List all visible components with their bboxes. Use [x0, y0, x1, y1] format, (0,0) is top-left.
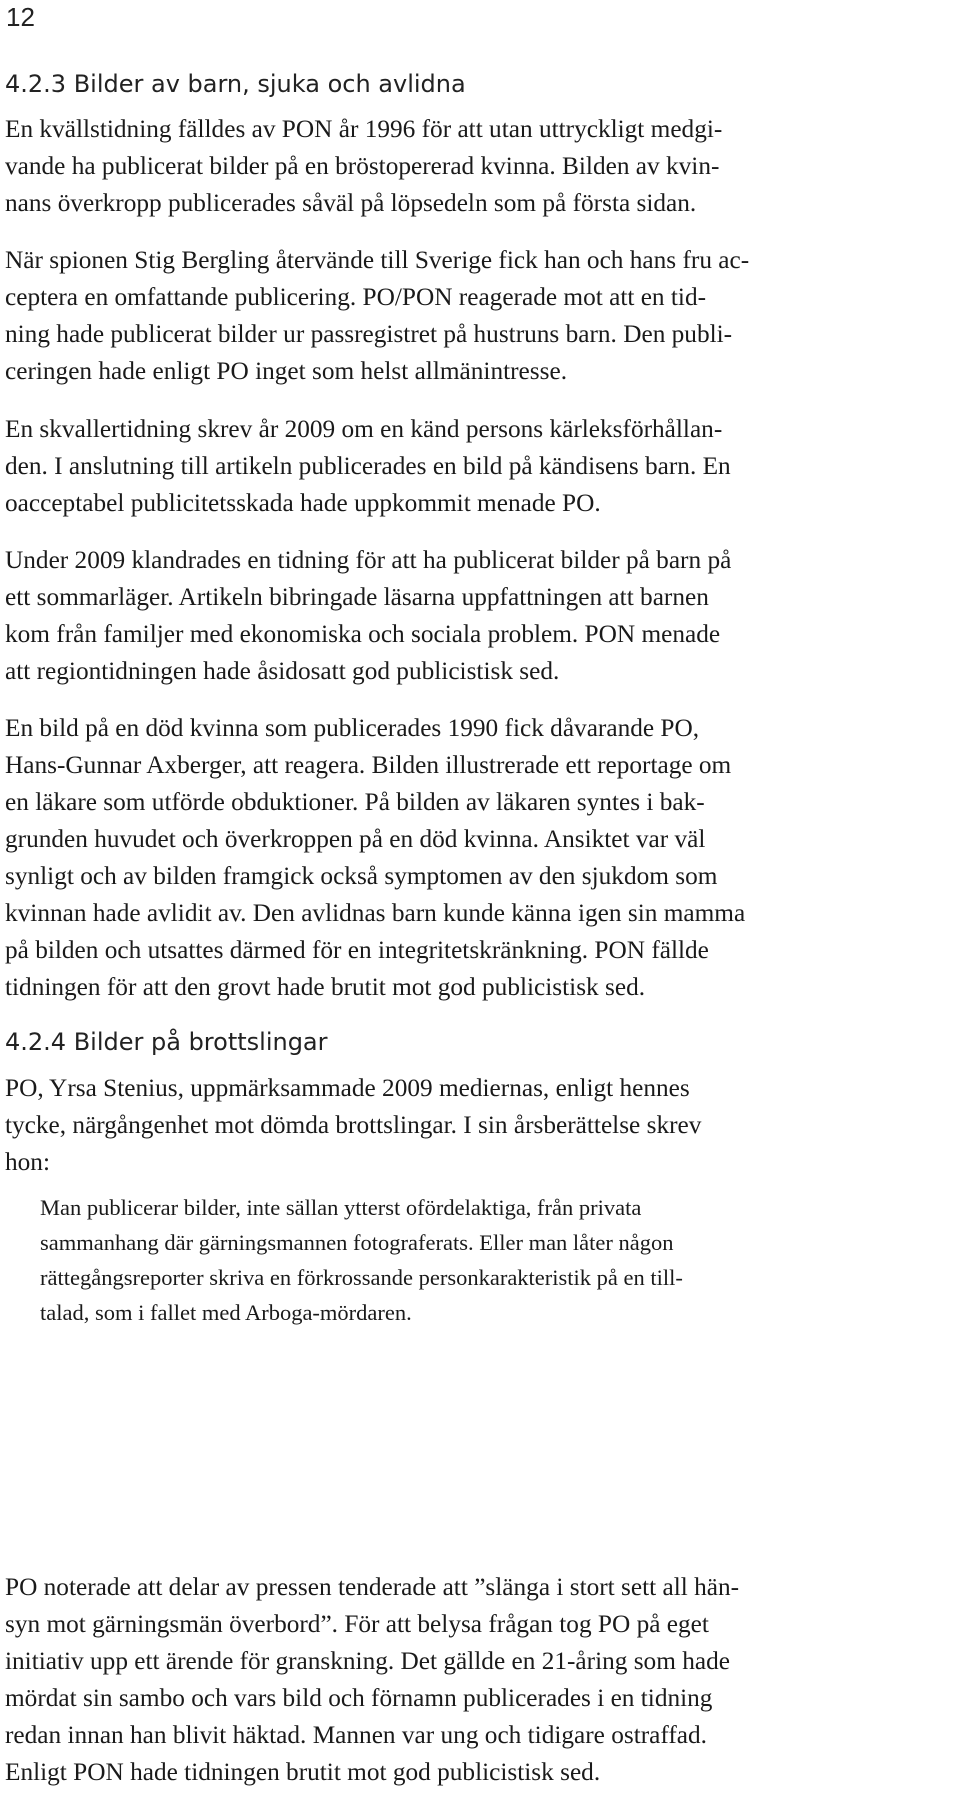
text-line: syn mot gärningsmän överbord”. För att belysa frågan tog PO på eget	[5, 1610, 709, 1638]
quote-line: sammanhang där gärningsmannen fotograferats. Eller man låter någon	[40, 1230, 674, 1255]
text-line: ceringen hade enligt PO inget som helst allmänintresse.	[5, 357, 568, 385]
text-line: den. I anslutning till artikeln publicerades en bild på kändisens barn. En	[5, 452, 731, 480]
paragraph-po-conclusion	[5, 1569, 940, 1791]
text-line: på bilden och utsattes därmed för en integritetskränkning. PON fällde	[5, 936, 709, 964]
text-line: redan innan han blivit häktad. Mannen var ung och tidigare ostraffad.	[5, 1721, 708, 1749]
text-line: initiativ upp ett ärende för granskning. Det gällde en 21-åring som hade	[5, 1647, 730, 1675]
page-number: 12	[6, 2, 35, 32]
text-line: vande ha publicerat bilder på en bröstopererad kvinna. Bilden av kvin-	[5, 152, 720, 180]
quote-line: Man publicerar bilder, inte sällan ytterst ofördelaktiga, från privata	[40, 1195, 642, 1220]
text-line: En skvallertidning skrev år 2009 om en känd persons kärleksförhållan-	[5, 415, 723, 443]
text-line: en läkare som utförde obduktioner. På bilden av läkaren syntes i bak-	[5, 788, 705, 816]
text-line: grunden huvudet och överkroppen på en död kvinna. Ansiktet var väl	[5, 825, 706, 853]
text-line: En bild på en död kvinna som publicerades 1990 fick dåvarande PO,	[5, 714, 700, 742]
block-quote	[40, 1190, 920, 1330]
text-line: ett sommarläger. Artikeln bibringade läsarna uppfattningen att barnen	[5, 583, 709, 611]
text-line: PO noterade att delar av pressen tenderade att ”slänga i stort sett all hän-	[5, 1573, 740, 1601]
text-line: att regiontidningen hade åsidosatt god publicistisk sed.	[5, 657, 560, 685]
text-line: PO, Yrsa Stenius, uppmärksammade 2009 mediernas, enligt hennes	[5, 1074, 690, 1102]
text-line: Hans-Gunnar Axberger, att reagera. Bilden illustrerade ett reportage om	[5, 751, 732, 779]
text-line: tycke, närgångenhet mot dömda brottslingar. I sin årsberättelse skrev	[5, 1111, 702, 1139]
quote-line: rättegångsreporter skriva en förkrossande personkarakteristik på en till-	[40, 1265, 683, 1290]
text-line: När spionen Stig Bergling återvände till Sverige fick han och hans fru ac-	[5, 246, 750, 274]
paragraph-yrsa-stenius	[5, 1070, 940, 1181]
section-heading-4-2-4: 4.2.4 Bilder på brottslingar	[5, 1028, 328, 1056]
section-heading-4-2-3: 4.2.3 Bilder av barn, sjuka och avlidna	[5, 70, 466, 98]
text-line: hon:	[5, 1148, 50, 1176]
text-line: oacceptabel publicitetsskada hade uppkommit menade PO.	[5, 489, 601, 517]
text-line: mördat sin sambo och vars bild och förnamn publicerades i en tidning	[5, 1684, 713, 1712]
text-line: ning hade publicerat bilder ur passregistret på hustruns barn. Den publi-	[5, 320, 733, 348]
quote-line: talad, som i fallet med Arboga-mördaren.	[40, 1300, 412, 1325]
paragraph-gossip-magazine	[5, 411, 940, 522]
text-line: kom från familjer med ekonomiska och sociala problem. PON menade	[5, 620, 721, 648]
paragraph-summer-camp	[5, 542, 940, 690]
text-line: nans överkropp publicerades såväl på löpsedeln som på första sidan.	[5, 189, 697, 217]
paragraph-bergling	[5, 242, 940, 390]
text-line: Enligt PON hade tidningen brutit mot god publicistisk sed.	[5, 1758, 601, 1786]
text-line: ceptera en omfattande publicering. PO/PON reagerade mot att en tid-	[5, 283, 707, 311]
paragraph-dead-woman	[5, 710, 940, 1006]
text-line: Under 2009 klandrades en tidning för att ha publicerat bilder på barn på	[5, 546, 732, 574]
text-line: tidningen för att den grovt hade brutit mot god publicistisk sed.	[5, 973, 646, 1001]
text-line: synligt och av bilden framgick också symptomen av den sjukdom som	[5, 862, 718, 890]
paragraph-breast-surgery	[5, 111, 940, 222]
text-line: En kvällstidning fälldes av PON år 1996 för att utan uttryckligt medgi-	[5, 115, 723, 143]
text-line: kvinnan hade avlidit av. Den avlidnas barn kunde känna igen sin mamma	[5, 899, 746, 927]
